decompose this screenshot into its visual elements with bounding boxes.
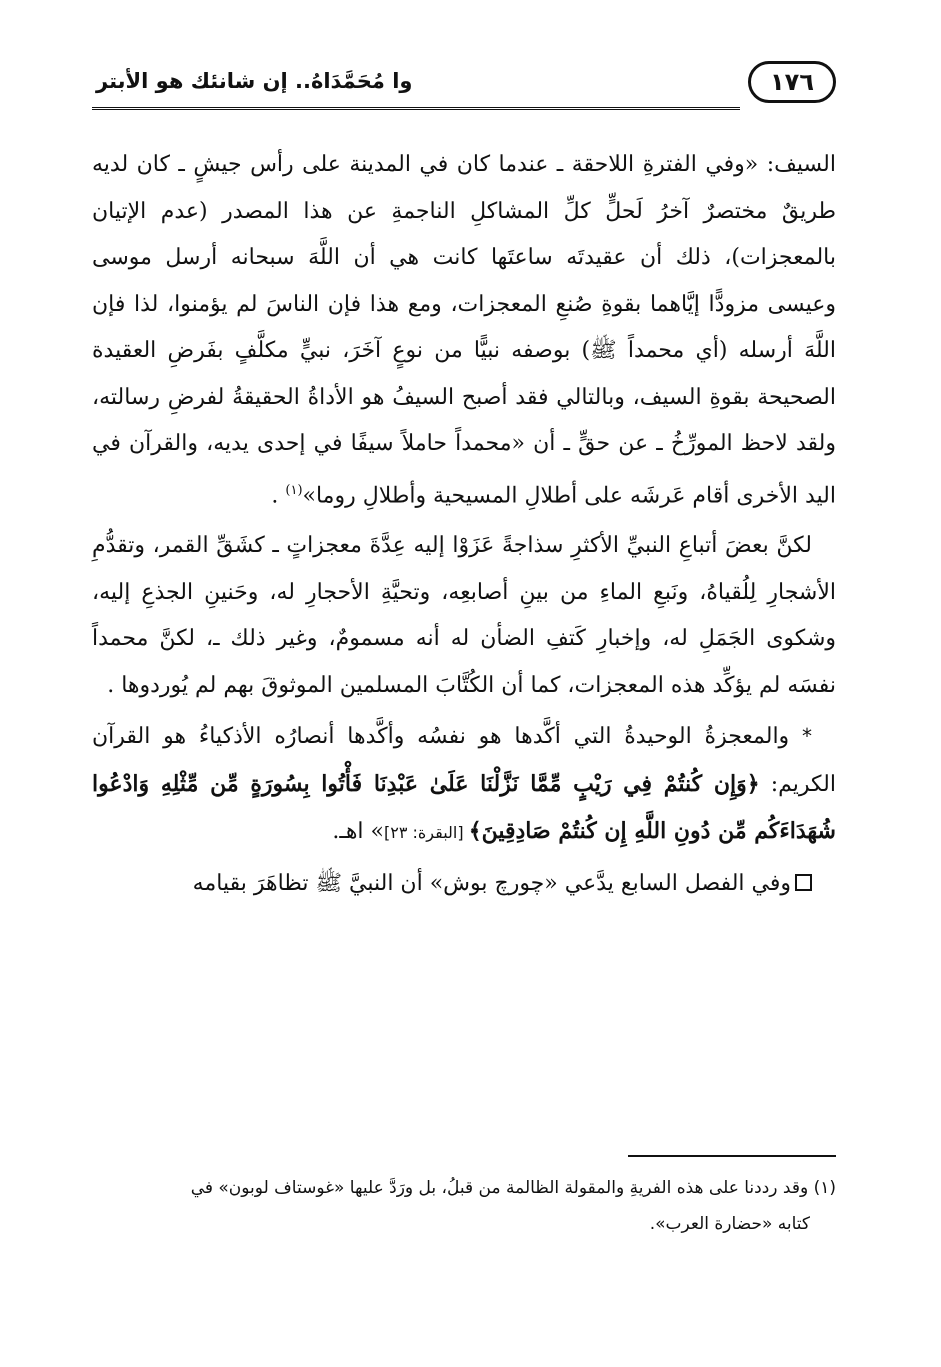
paragraph-2: لكنَّ بعضَ أتباعِ النبيِّ الأكثرِ سذاجةً عَزَوْا إليه عِدَّةَ معجزاتٍ ـ كشَقِّ القمر، وتقدُّمِ الأشجارِ لِلُقياهُ، ونَبعِ الماءِ من بينِ أصابعِه، وتحيَّةِ الأحجارِ له، وحَنينِ الجذعِ إليه، وشكوى الجَمَلِ له، وإخبارِ كَتفِ الضأن له أنه مسمومٌ، وغير ذلك ـ، لكنَّ محمداً نفسَه لم يؤكِّد هذه المعجزات، كما أن الكُتَّابَ المسلمين الموثوقَ بهم لم يُوردوها . bbox=[92, 533, 836, 698]
quran-reference: [البقرة: ٢٣] bbox=[384, 823, 469, 843]
paragraph-4-text: وفي الفصل السابع يدَّعي «چورچ بوش» أن النبيَّ ﷺ تظاهَرَ بقيامه bbox=[192, 870, 791, 896]
page-number: ١٧٦ bbox=[748, 61, 836, 103]
paragraph-3-end: » اهـ. bbox=[332, 819, 384, 845]
paragraph-4 bbox=[92, 861, 836, 908]
footnote-line-1: (١) وقد رددنا على هذه الفريةِ والمقولة الظالمة من قبلُ، بل ورَدَّ عليها «غوستاف لوبون» في bbox=[190, 1178, 836, 1198]
paragraph-1 bbox=[92, 142, 836, 519]
paragraph-3-intro: والمعجزةُ الوحيدةُ التي أكَّدها هو نفسُه وأكَّدها أنصارُه الأذكياءُ هو القرآن الكريم: bbox=[92, 724, 836, 797]
page-header bbox=[92, 55, 836, 117]
star-bullet-icon: * bbox=[802, 724, 812, 749]
quran-verse: ﴿وَإِن كُنتُمْ فِي رَيْبٍ مِّمَّا نَزَّلْنَا عَلَىٰ عَبْدِنَا فَأْتُوا بِسُورَةٍ مِّن مِّثْلِهِ وَادْعُوا شُهَدَاءَكُم مِّن دُونِ اللَّهِ إِن كُنتُمْ صَادِقِينَ﴾ bbox=[92, 770, 836, 845]
footnote-separator bbox=[628, 1155, 836, 1157]
paragraph-1-text: السيف: «وفي الفترةِ اللاحقة ـ عندما كان في المدينة على رأس جيشٍ ـ كان لديه طريقٌ مختصرٌ آخرُ لَحلٍّ كلِّ المشاكلِ الناجمةِ عن هذا المصدر (عدم الإتيان بالمعجزات)، ذلك أن عقيدتَه ساعتَها كانت هي أن اللَّهَ سبحانه أرسل موسى وعيسى مزودًّا إيَّاهما بقوةِ صُنعِ المعجزات، ومع هذا فإن الناسَ لم يؤمنوا، لذا فإن اللَّهَ أرسله (أي محمداً ﷺ) بوصفه نبيًّا من نوعٍ آخَرَ، نبيٍّ مكلَّفٍ بفَرضِ العقيدة الصحيحة بقوةِ السيف، وبالتالي فقد أصبح السيفُ هو الأداةُ الحقيقةُ لفرضِ رسالته، ولقد لاحظ المورِّخُ ـ عن حقٍّ ـ أن «محمداً حاملاً سيفًا في إحدى يديه، والقرآن في اليد الأخرى أقام عَرشَه على أطلالِ المسيحية وأطلالِ روما» bbox=[92, 152, 836, 508]
footnote bbox=[92, 1170, 836, 1242]
running-title: وا مُحَمَّدَاهُ.. إن شانئك هو الأبتر bbox=[96, 69, 413, 93]
paragraph-1-end: . bbox=[271, 482, 286, 508]
paragraph-3 bbox=[92, 713, 836, 857]
main-text bbox=[92, 142, 836, 907]
footnote-marker[interactable]: (١) bbox=[285, 482, 303, 498]
header-rule bbox=[92, 107, 740, 110]
footnote-line-2: كتابه «حضارة العرب». bbox=[649, 1214, 810, 1234]
square-bullet-icon bbox=[795, 874, 812, 891]
